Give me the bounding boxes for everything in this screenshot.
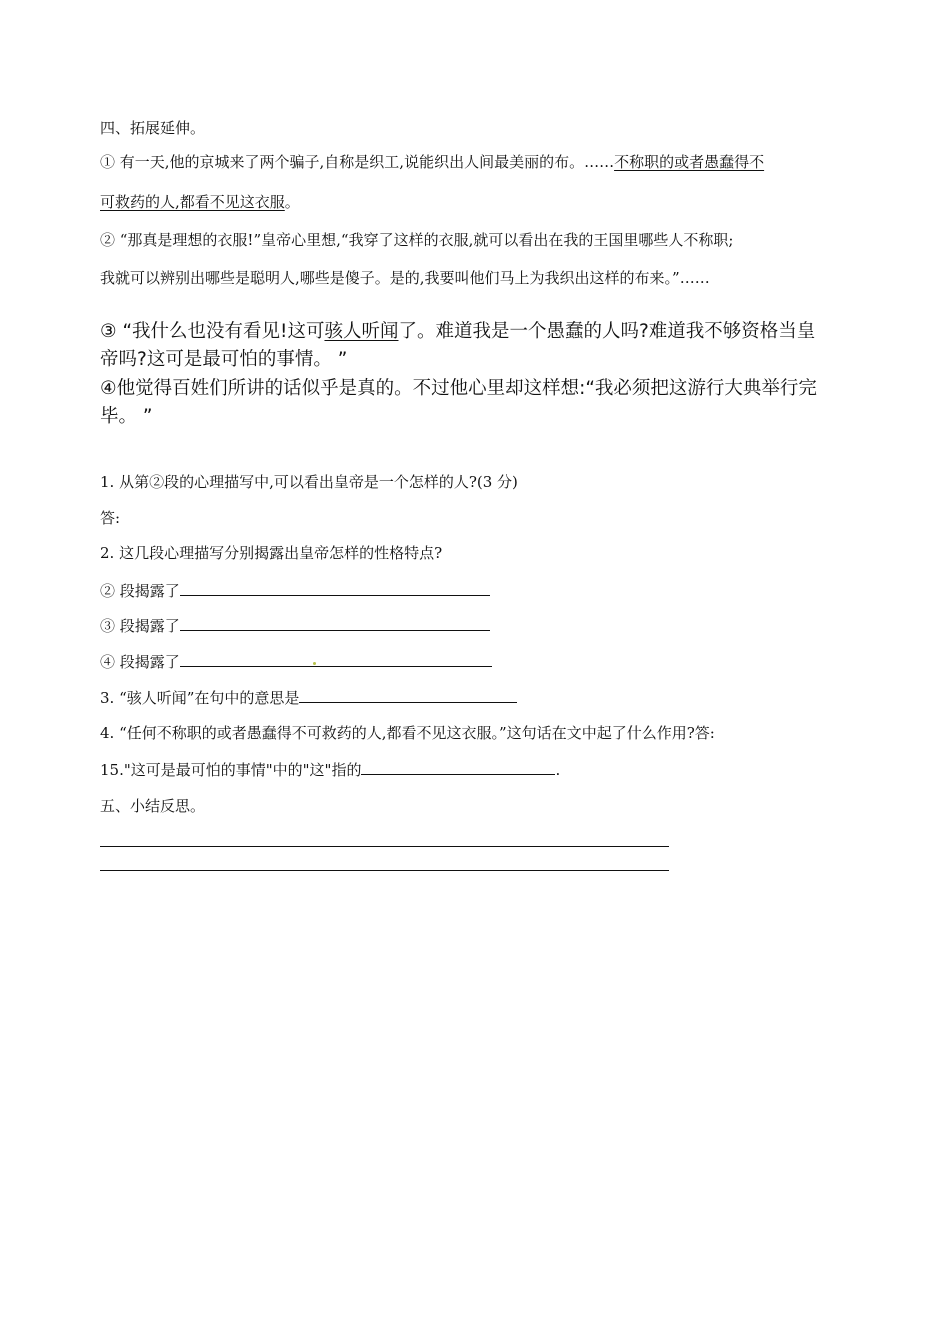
paragraph-1-underlined-a: 不称职的或者愚蠢得不 xyxy=(614,153,765,171)
question-3-text: 3. “骇人听闻”在句中的意思是 xyxy=(100,689,300,707)
paragraph-4-line-2: 毕。 ” xyxy=(100,406,153,427)
paragraph-4-line-1: ④他觉得百姓们所讲的话似乎是真的。不过他心里却这样想:“我必须把这游行大典举行完 xyxy=(100,378,817,399)
reflection-line-1[interactable] xyxy=(100,846,669,847)
answer-blank[interactable] xyxy=(180,615,490,631)
question-2-item-a xyxy=(100,580,490,601)
paragraph-3-part-a: ③ “我什么也没有看见!这可 xyxy=(100,321,325,342)
paragraph-3-part-b: 了。难道我是一个愚蠢的人吗?难道我不够资格当皇 xyxy=(398,321,816,342)
question-4: 4. “任何不称职的或者愚蠢得不可救药的人,都看不见这衣服。”这句话在文中起了什么作用?答: xyxy=(100,724,715,742)
paragraph-3-line-1 xyxy=(100,319,815,345)
question-2-item-b xyxy=(100,615,490,636)
stray-mark xyxy=(313,662,316,665)
answer-blank[interactable] xyxy=(180,651,492,667)
reflection-line-2[interactable] xyxy=(100,870,669,871)
question-3 xyxy=(100,687,517,708)
paragraph-1-line-1 xyxy=(100,152,764,172)
question-1: 1. 从第②段的心理描写中,可以看出皇帝是一个怎样的人?(3 分) xyxy=(100,473,518,491)
question-2-item-c xyxy=(100,651,492,672)
paragraph-2-line-2: 我就可以辨别出哪些是聪明人,哪些是傻子。是的,我要叫他们马上为我织出这样的布来。”…… xyxy=(100,269,710,287)
question-15-text: 15."这可是最可怕的事情"中的"这"指的 xyxy=(100,761,362,779)
paragraph-2-line-1: ② “那真是理想的衣服!”皇帝心里想,“我穿了这样的衣服,就可以看出在我的王国里哪些人不称职; xyxy=(100,231,734,249)
section-5-heading: 五、小结反思。 xyxy=(100,797,206,815)
answer-blank[interactable] xyxy=(299,687,517,703)
answer-blank[interactable] xyxy=(180,580,490,596)
section-4-heading: 四、拓展延伸。 xyxy=(100,119,206,137)
question-2-item-c-label: ④ 段揭露了 xyxy=(100,653,180,671)
question-15 xyxy=(100,759,560,780)
paragraph-3-line-2: 帝吗?这可是最可怕的事情。 ” xyxy=(100,349,348,370)
paragraph-1-line-2 xyxy=(100,192,300,212)
question-2: 2. 这几段心理描写分别揭露出皇帝怎样的性格特点? xyxy=(100,544,443,562)
paragraph-1-tail: 。 xyxy=(284,193,300,211)
answer-blank[interactable] xyxy=(361,759,555,775)
question-2-item-a-label: ② 段揭露了 xyxy=(100,582,180,600)
paragraph-3-underlined: 骇人听闻 xyxy=(324,321,399,342)
paragraph-1-lead: ① 有一天,他的京城来了两个骗子,自称是织工,说能织出人间最美丽的布。…… xyxy=(100,153,615,171)
question-1-answer-label: 答: xyxy=(100,509,121,527)
question-2-item-b-label: ③ 段揭露了 xyxy=(100,617,180,635)
paragraph-1-underlined-b: 可救药的人,都看不见这衣服 xyxy=(100,193,285,211)
question-15-end: . xyxy=(555,761,561,779)
